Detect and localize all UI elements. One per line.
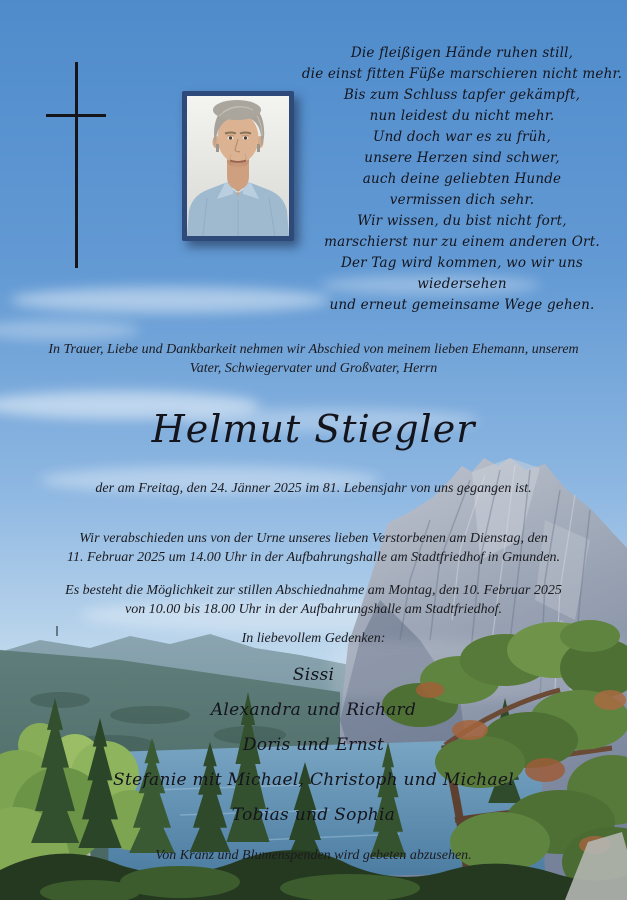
farewell-line: Wir verabschieden uns von der Urne unseres lieben Verstorbenen am Dienstag, den [79, 531, 548, 546]
announcement-intro [0, 340, 627, 378]
mourner-name: Tobias und Sophia [231, 805, 396, 825]
poem-line: Und doch war es zu früh, [373, 129, 551, 145]
farewell-paragraph [0, 529, 627, 567]
viewing-paragraph [0, 581, 627, 619]
poem-line: Der Tag wird kommen, wo wir uns wiedersehen [340, 255, 584, 292]
intro-line: Vater, Schwiegervater und Großvater, Herrn [189, 361, 438, 376]
poem-line: nun leidest du nicht mehr. [369, 108, 555, 124]
poem-line: Die fleißigen Hände ruhen still, [350, 45, 574, 61]
poem-line: und erneut gemeinsame Wege gehen. [329, 297, 595, 313]
mourner-name: Doris und Ernst [242, 735, 385, 755]
poem-line: vermissen dich sehr. [389, 192, 535, 208]
mourner-name: Sissi [292, 665, 335, 685]
mourner-name: Alexandra und Richard [210, 700, 417, 720]
poem [297, 43, 627, 316]
poem-line: auch deine geliebten Hunde [362, 171, 562, 187]
intro-line: In Trauer, Liebe und Dankbarkeit nehmen wir Abschied von meinem lieben Ehemann, unserem [48, 342, 579, 357]
cross-vertical-bar [75, 62, 78, 268]
portrait-photo [182, 91, 294, 241]
poem-line: unsere Herzen sind schwer, [364, 150, 560, 166]
deceased-name: Helmut Stiegler [151, 407, 476, 451]
farewell-line: 11. Februar 2025 um 14.00 Uhr in der Aufbahrungshalle am Stadtfriedhof in Gmunden. [67, 550, 560, 565]
cross-horizontal-bar [46, 114, 106, 117]
viewing-line: von 10.00 bis 18.00 Uhr in der Aufbahrungshalle am Stadtfriedhof. [125, 602, 502, 617]
death-date-line: der am Freitag, den 24. Jänner 2025 im 81. Lebensjahr von uns gegangen ist. [95, 481, 532, 496]
closing-line: Von Kranz und Blumenspenden wird gebeten abzusehen. [155, 848, 472, 863]
memorial-names [0, 658, 627, 833]
poem-line: Wir wissen, du bist nicht fort, [357, 213, 567, 229]
poem-line: Bis zum Schluss tapfer gekämpft, [343, 87, 581, 103]
poem-line: die einst fitten Füße marschieren nicht mehr. [301, 66, 623, 82]
memorial-heading: In liebevollem Gedenken: [241, 631, 386, 646]
viewing-line: Es besteht die Möglichkeit zur stillen Abschiednahme am Montag, den 10. Februar 2025 [65, 583, 562, 598]
portrait-illustration [187, 96, 289, 236]
mourner-name: Stefanie mit Michael, Christoph und Michael [113, 770, 514, 790]
poem-line: marschierst nur zu einem anderen Ort. [324, 234, 600, 250]
